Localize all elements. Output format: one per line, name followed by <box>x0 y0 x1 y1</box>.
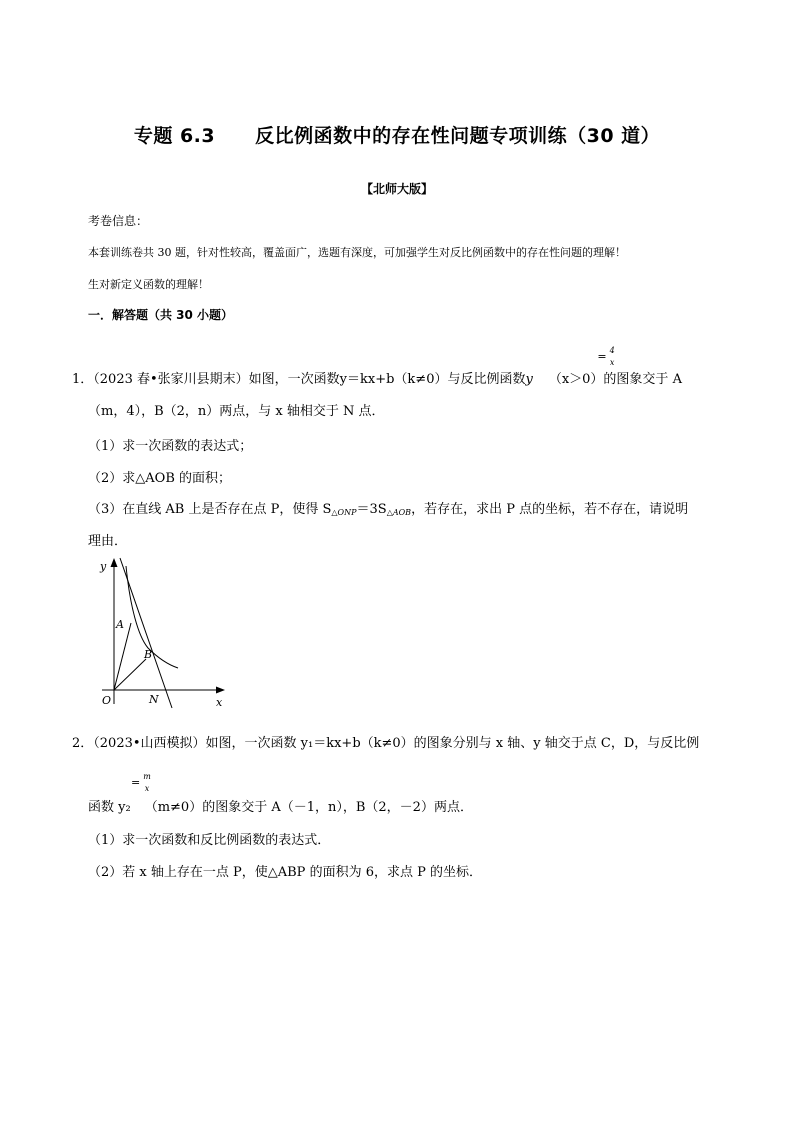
q1-sub-3-a: （3）在直线 AB 上是否存在点 P，使得 S <box>88 502 332 517</box>
q2-fraction <box>131 772 157 793</box>
label-o: O <box>102 694 112 707</box>
title-number: 专题 6.3 <box>133 125 216 147</box>
label-b: B <box>144 648 153 661</box>
q1-sub-3-b: ＝3S <box>356 502 387 517</box>
q1-sub-3-sub2: △AOB <box>386 508 412 517</box>
x-axis-arrow <box>216 687 225 694</box>
info-line-1: 本套训练卷共 30 题，针对性较高，覆盖面广，选题有深度，可加强学生对反比例函数中的存在性问题的理解！ <box>88 246 626 259</box>
q1-expr: y＝kx+b（k≠0）与反比例函数 <box>339 372 526 387</box>
y-axis-arrow <box>111 558 118 567</box>
q2-line-2-a: 函数 y₂ <box>88 800 131 815</box>
q1-fraction-den: x <box>609 358 615 367</box>
q2-fraction-eq: = <box>131 776 141 789</box>
q1-fraction-eq: = <box>597 350 607 363</box>
q1-sub-1: （1）求一次函数的表达式； <box>88 439 253 454</box>
q1-sub-3 <box>88 498 688 517</box>
label-y: y <box>100 560 107 573</box>
q2-fraction-num: m <box>143 772 151 781</box>
q2-fraction-den: x <box>144 784 150 793</box>
q1-line-1 <box>72 368 682 387</box>
q1-fraction <box>593 346 619 367</box>
q1-line-2: （m，4），B（2，n）两点，与 x 轴相交于 N 点． <box>88 404 385 419</box>
q1-figure <box>88 556 238 714</box>
section-heading: 一．解答题（共 30 小题） <box>88 308 234 322</box>
q2-sub-1: （1）求一次函数和反比例函数的表达式． <box>88 833 331 848</box>
q1-sub-3-cont: 理由． <box>88 534 128 549</box>
q1-sub-2: （2）求△AOB 的面积； <box>88 471 232 486</box>
q2-line-2 <box>88 796 473 815</box>
title-text: 反比例函数中的存在性问题专项训练（30 道） <box>255 125 661 147</box>
label-x: x <box>216 696 223 709</box>
q1-tail: （x＞0）的图象交于 A <box>548 372 682 387</box>
q1-y: y <box>525 372 533 387</box>
label-n: N <box>149 693 159 706</box>
segment-oa <box>114 623 131 690</box>
q2-sub-2: （2）若 x 轴上存在一点 P，使△ABP 的面积为 6，求点 P 的坐标． <box>88 865 482 880</box>
q2-line-2-b: （m≠0）的图象交于 A（－1，n），B（2，－2）两点． <box>144 800 473 815</box>
q1-sub-3-sub1: △ONP <box>331 508 357 517</box>
info-label: 考卷信息： <box>88 214 149 228</box>
line-ab <box>120 558 172 708</box>
q2-line-1: 2．（2023•山西模拟）如图，一次函数 y₁＝kx+b（k≠0）的图象分别与 x 轴、y 轴交于点 C，D，与反比例 <box>72 736 700 751</box>
q1-sub-3-c: ，若存在，求出 P 点的坐标，若不存在，请说明 <box>411 502 689 517</box>
edition-label: 【北师大版】 <box>360 182 433 196</box>
segment-ob <box>114 659 146 690</box>
info-line-2: 生对新定义函数的理解！ <box>88 278 209 291</box>
q1-fraction-num: 4 <box>609 346 615 355</box>
label-a: A <box>116 618 124 631</box>
q1-stem: 1．（2023 春•张家川县期末）如图，一次函数 <box>72 372 340 387</box>
page-title <box>0 121 794 148</box>
